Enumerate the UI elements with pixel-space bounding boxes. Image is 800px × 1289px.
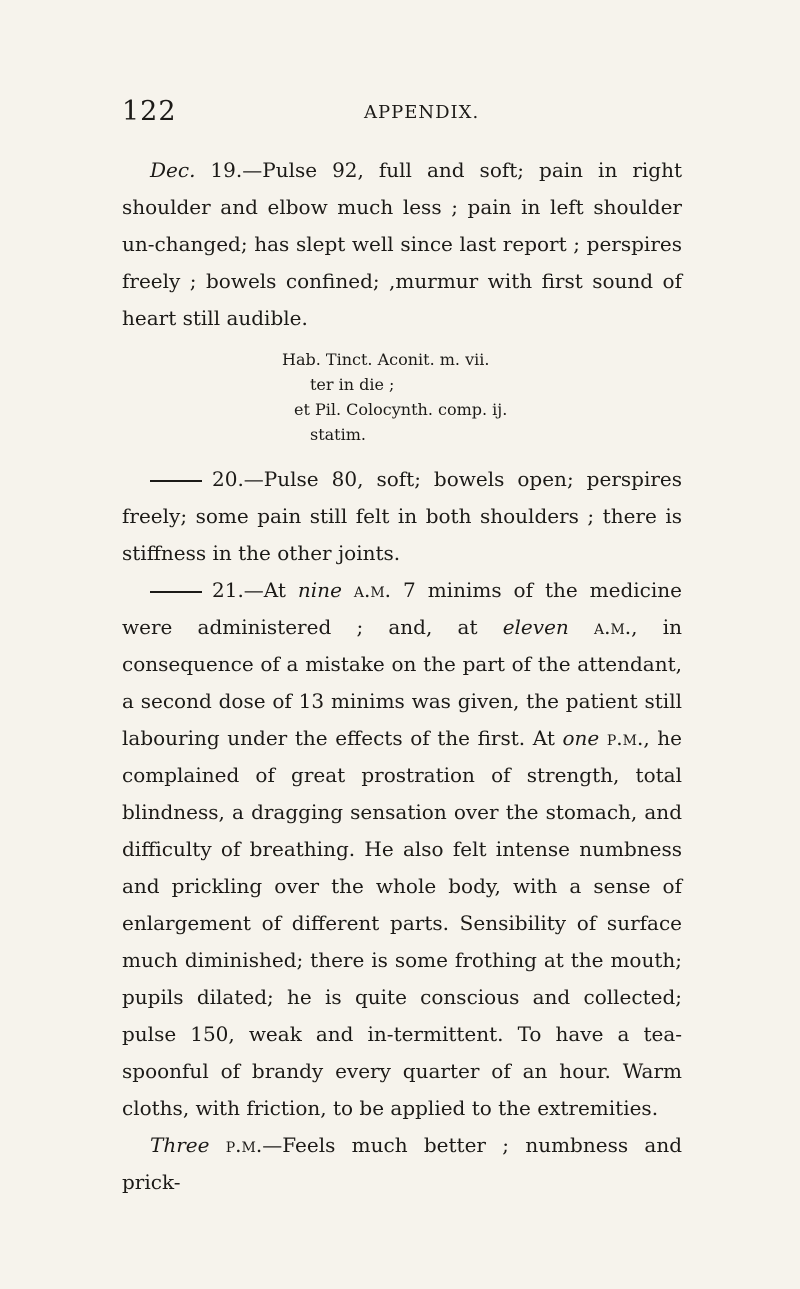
entry-three-pm (122, 1127, 682, 1201)
time-word: one (562, 726, 600, 750)
entry-date: Dec. (150, 158, 196, 182)
time-suffix: p.m. (599, 726, 644, 750)
entry-text: —Feels much better ; numbness and prick- (122, 1133, 683, 1194)
time-word: eleven (502, 615, 569, 639)
time-suffix: a.m. (341, 578, 392, 602)
page-number: 122 (122, 96, 177, 127)
prescription (282, 347, 682, 447)
prescription-line: Hab. Tinct. Aconit. m. vii. (282, 350, 490, 369)
ditto-dash (150, 480, 202, 482)
ditto-dash (150, 591, 202, 593)
entry-text: 21.—At (212, 578, 298, 602)
time-suffix: p.m. (209, 1133, 263, 1157)
entry-text: 20.—Pulse 80, soft; bowels open; perspires freely; some pain still felt in both shoulders ; there is stiffness in the other joints. (122, 467, 682, 565)
entry-21 (122, 572, 682, 1127)
time-suffix: a.m. (568, 615, 632, 639)
entry-text: 7 minims of the medicine were administered ; and, at (122, 578, 682, 639)
time-word: nine (297, 578, 342, 602)
page-header (122, 96, 682, 136)
prescription-line: ter in die ; (310, 375, 395, 394)
running-head: APPENDIX. (364, 102, 480, 123)
entry-dec-19 (122, 152, 682, 337)
page-body (122, 152, 682, 1201)
prescription-line: statim. (310, 425, 366, 444)
entry-text: , he complained of great prostration of strength, total blindness, a dragging sensation over the stomach, and difficulty of breathing. He also felt intense numbness and prickling over the whole body, with a sense of enlargement of different parts. Sensibility of surface much diminished; there is some frothing at the mouth; pupils dilated; he is quite conscious and collected; pulse 150, weak and in-termittent. To have a tea-spoonful of brandy every quarter of an hour. Warm cloths, with friction, to be applied to the extremities. (122, 726, 683, 1120)
entry-text: 19.—Pulse 92, full and soft; pain in right shoulder and elbow much less ; pain in left shoulder un-changed; has slept well since last report ; perspires freely ; bowels confined; ,murmur with first sound of heart still audible. (122, 158, 682, 330)
entry-20 (122, 461, 682, 572)
prescription-line: et Pil. Colocynth. comp. ij. (294, 400, 508, 419)
time-word: Three (150, 1133, 210, 1157)
entry-text: , in consequence of a mistake on the part of the attendant, a second dose of 13 minims was given, the patient still labouring under the effects of the first. At (122, 615, 682, 750)
